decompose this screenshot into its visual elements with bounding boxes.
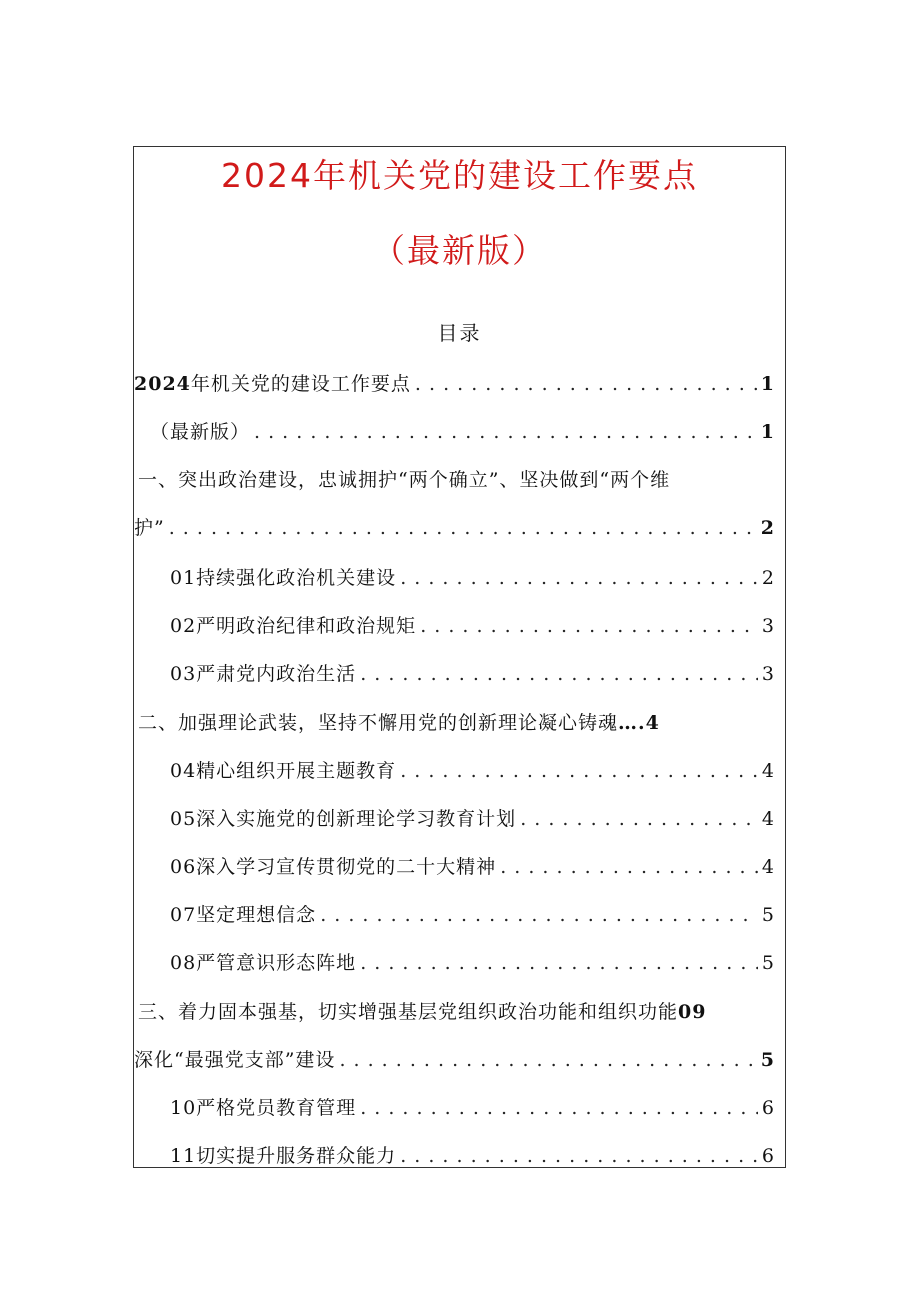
dot-leader: [415, 373, 757, 395]
toc-entry[interactable]: [170, 1141, 775, 1168]
dot-leader: [400, 1145, 758, 1167]
toc-page-number: 4: [761, 760, 775, 782]
toc-entry-text: 深化“最强党支部”建设: [134, 1049, 336, 1071]
dot-leader: [520, 808, 758, 830]
toc-entry-text: （最新版）: [150, 421, 251, 443]
document-subtitle: （最新版）: [372, 231, 547, 270]
toc-page-number: 1: [760, 373, 775, 395]
dot-leader: [420, 615, 758, 637]
toc-entry[interactable]: [134, 1045, 775, 1075]
dot-leader: [254, 421, 757, 443]
toc-entry-text: 06深入学习宣传贯彻党的二十大精神: [170, 856, 497, 878]
toc-entry[interactable]: [134, 369, 775, 399]
toc-entry[interactable]: [170, 804, 775, 834]
toc-entry-number: 09: [678, 1001, 707, 1023]
toc-entry[interactable]: [150, 417, 775, 447]
toc-page-number: 5: [760, 1049, 775, 1071]
toc-entry-text: 04精心组织开展主题教育: [170, 760, 397, 782]
toc-entry-text: 三、着力固本强基，切实增强基层党组织政治功能和组织功能: [138, 1001, 679, 1023]
toc-entry-text: 10严格党员教育管理: [170, 1097, 357, 1119]
toc-entry[interactable]: [170, 756, 775, 786]
toc-entry[interactable]: [170, 900, 775, 930]
dot-leader: [400, 567, 758, 589]
toc-entry[interactable]: [170, 1093, 775, 1123]
dot-leader: [320, 904, 758, 926]
document-title: 2024年机关党的建设工作要点: [221, 156, 698, 195]
toc-entry-text: 02严明政治纪律和政治规矩: [170, 615, 417, 637]
toc-page-number: 5: [761, 952, 775, 974]
toc-page-number: 3: [761, 663, 775, 685]
toc-page-number: 2: [761, 567, 775, 589]
toc-page-number: ….4: [618, 712, 660, 734]
document-frame: [133, 146, 786, 1168]
toc-entry-text[interactable]: 一、突出政治建设，忠诚拥护“两个确立”、坚决做到“两个维: [138, 469, 671, 491]
toc-page-number: 6: [761, 1097, 775, 1119]
toc-entry-text: 11切实提升服务群众能力: [170, 1145, 397, 1167]
toc-entry-text: 07坚定理想信念: [170, 904, 317, 926]
toc-page-number: 2: [760, 517, 775, 539]
toc-page-number: 4: [761, 856, 775, 878]
toc-entry[interactable]: [170, 852, 775, 882]
dot-leader: [339, 1049, 756, 1071]
toc-entry-text: 08严管意识形态阵地: [170, 952, 357, 974]
toc-entry[interactable]: [134, 513, 775, 543]
toc-entry-text: 03严肃党内政治生活: [170, 663, 357, 685]
toc-entry-continuation: 护”: [134, 517, 165, 539]
toc-page-number: 4: [761, 808, 775, 830]
toc-entry-text: 年机关党的建设工作要点: [190, 373, 411, 395]
toc-entry[interactable]: [170, 611, 775, 641]
toc-entry[interactable]: [138, 708, 660, 735]
toc-page-number: 3: [761, 615, 775, 637]
toc-entry-text: 二、加强理论武装，坚持不懈用党的创新理论凝心铸魂: [138, 712, 619, 734]
toc-entry[interactable]: [138, 997, 706, 1024]
toc-entry-number: 2024: [134, 373, 191, 395]
toc-entry[interactable]: [170, 948, 775, 978]
toc-heading: 目录: [437, 321, 482, 345]
toc-entry-text: 01持续强化政治机关建设: [170, 567, 397, 589]
dot-leader: [360, 1097, 758, 1119]
toc-entry-text: 05深入实施党的创新理论学习教育计划: [170, 808, 517, 830]
dot-leader: [500, 856, 758, 878]
toc-entry[interactable]: [170, 563, 775, 593]
dot-leader: [169, 517, 757, 539]
toc-entry[interactable]: [170, 659, 775, 689]
dot-leader: [360, 663, 758, 685]
dot-leader: [360, 952, 758, 974]
dot-leader: [400, 760, 758, 782]
toc-page-number: 1: [760, 421, 775, 443]
toc-page-number: 6: [761, 1145, 775, 1167]
toc-page-number: 5: [761, 904, 775, 926]
